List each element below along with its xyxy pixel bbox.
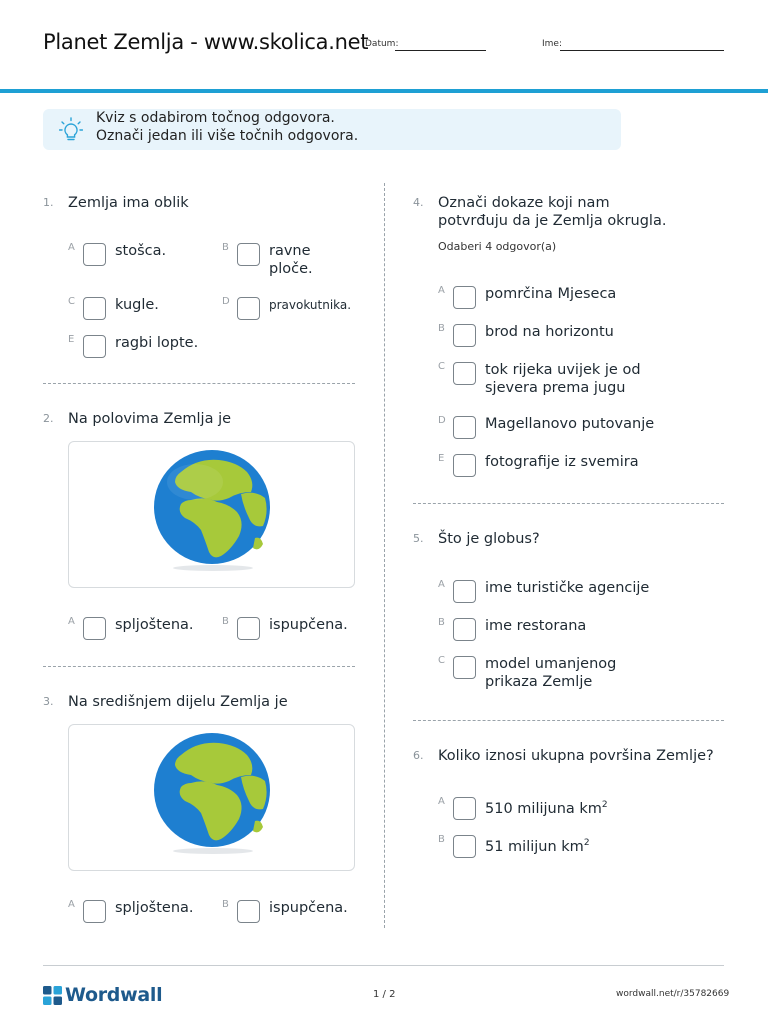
option-letter: E xyxy=(68,334,75,345)
question-number: 3. xyxy=(43,695,54,708)
option-letter: B xyxy=(438,834,445,845)
option-checkbox[interactable] xyxy=(83,297,106,320)
question-text-line-2: potvrđuju da je Zemlja okrugla. xyxy=(438,213,667,229)
question-number: 2. xyxy=(43,412,54,425)
option-letter: D xyxy=(438,415,446,426)
option-letter: B xyxy=(438,617,445,628)
question-divider xyxy=(413,720,724,721)
instructions-line-2: Označi jedan ili više točnih odgovora. xyxy=(96,128,359,144)
option-text: spljoštena. xyxy=(115,617,194,633)
question-divider xyxy=(413,503,724,504)
option-text-superscript: 2 xyxy=(583,838,590,848)
question-number: 6. xyxy=(413,749,424,762)
option-checkbox[interactable] xyxy=(453,286,476,309)
option-text-superscript: 2 xyxy=(601,800,608,810)
option-checkbox[interactable] xyxy=(83,617,106,640)
question-text: Što je globus? xyxy=(438,531,540,547)
option-text: brod na horizontu xyxy=(485,324,614,340)
date-field[interactable] xyxy=(395,50,486,51)
earth-globe-image xyxy=(69,442,356,589)
option-text-line-1: tok rijeka uvijek je od xyxy=(485,362,641,378)
option-letter: E xyxy=(438,453,445,464)
option-text: ragbi lopte. xyxy=(115,335,199,351)
option-text: ime restorana xyxy=(485,618,587,634)
option-checkbox[interactable] xyxy=(453,362,476,385)
question-text-line-1: Označi dokaze koji nam xyxy=(438,195,610,211)
option-checkbox[interactable] xyxy=(83,900,106,923)
option-letter: C xyxy=(438,361,445,372)
option-text-line-2: prikaza Zemlje xyxy=(485,674,593,690)
option-text-line-2: ploče. xyxy=(269,261,313,277)
option-text-line-1: model umanjenog xyxy=(485,656,617,672)
question-text: Zemlja ima oblik xyxy=(68,195,189,211)
earth-image-frame xyxy=(68,724,355,871)
option-checkbox[interactable] xyxy=(83,335,106,358)
option-text xyxy=(485,361,641,397)
option-text xyxy=(485,655,616,691)
question-number: 1. xyxy=(43,196,54,209)
name-field[interactable] xyxy=(560,50,724,51)
question-number: 5. xyxy=(413,532,424,545)
option-letter: A xyxy=(438,579,445,590)
question-text: Na središnjem dijelu Zemlja je xyxy=(68,694,288,710)
page-title: Planet Zemlja - www.skolica.net xyxy=(43,30,369,54)
option-checkbox[interactable] xyxy=(453,656,476,679)
option-checkbox[interactable] xyxy=(237,243,260,266)
answer-count-hint: Odaberi 4 odgovor(a) xyxy=(438,240,557,253)
option-letter: A xyxy=(68,899,75,910)
brand-name: Wordwall xyxy=(65,984,163,1006)
option-checkbox[interactable] xyxy=(83,243,106,266)
option-text-line-2: sjevera prema jugu xyxy=(485,380,626,396)
instructions-line-1: Kviz s odabirom točnog odgovora. xyxy=(96,110,335,126)
option-checkbox[interactable] xyxy=(453,797,476,820)
option-checkbox[interactable] xyxy=(237,297,260,320)
option-text-main: 51 milijun km xyxy=(485,838,584,855)
date-label: Datum: xyxy=(365,39,399,49)
option-text xyxy=(269,242,313,278)
footer-divider xyxy=(43,965,724,966)
earth-globe-image xyxy=(69,725,356,872)
option-text: ispupčena. xyxy=(269,617,348,633)
column-divider xyxy=(384,183,385,928)
option-checkbox[interactable] xyxy=(453,835,476,858)
option-checkbox[interactable] xyxy=(453,454,476,477)
option-letter: A xyxy=(68,616,75,627)
question-divider xyxy=(43,666,355,667)
option-checkbox[interactable] xyxy=(453,324,476,347)
option-letter: A xyxy=(438,796,445,807)
option-text xyxy=(485,796,608,818)
option-letter: B xyxy=(222,242,229,253)
option-text-line-1: ravne xyxy=(269,243,311,259)
option-text xyxy=(485,834,590,856)
option-text: stošca. xyxy=(115,243,167,259)
lightbulb-icon xyxy=(59,117,83,143)
option-text: fotografije iz svemira xyxy=(485,454,639,470)
option-letter: B xyxy=(438,323,445,334)
question-text xyxy=(438,194,666,230)
source-url[interactable]: wordwall.net/r/35782669 xyxy=(616,989,730,999)
option-letter: A xyxy=(68,242,75,253)
wordwall-logo-icon xyxy=(43,986,62,1005)
option-letter: B xyxy=(222,616,229,627)
option-letter: D xyxy=(222,296,230,307)
page-number: 1 / 2 xyxy=(373,989,396,1000)
option-text: ime turističke agencije xyxy=(485,580,650,596)
option-letter: C xyxy=(438,655,445,666)
option-text: pravokutnika. xyxy=(269,298,352,312)
option-checkbox[interactable] xyxy=(453,416,476,439)
name-label: Ime: xyxy=(542,39,562,49)
option-letter: C xyxy=(68,296,75,307)
option-text: pomrčina Mjeseca xyxy=(485,286,617,302)
worksheet-header xyxy=(0,0,768,90)
option-text: spljoštena. xyxy=(115,900,194,916)
question-text: Na polovima Zemlja je xyxy=(68,411,232,427)
question-divider xyxy=(43,383,355,384)
option-checkbox[interactable] xyxy=(453,580,476,603)
option-text: Magellanovo putovanje xyxy=(485,416,655,432)
earth-image-frame xyxy=(68,441,355,588)
option-checkbox[interactable] xyxy=(237,617,260,640)
option-letter: B xyxy=(222,899,229,910)
instructions-box xyxy=(43,109,621,150)
option-checkbox[interactable] xyxy=(453,618,476,641)
option-text: ispupčena. xyxy=(269,900,348,916)
option-checkbox[interactable] xyxy=(237,900,260,923)
header-divider xyxy=(0,89,768,93)
option-letter: A xyxy=(438,285,445,296)
question-number: 4. xyxy=(413,196,424,209)
question-text: Koliko iznosi ukupna površina Zemlje? xyxy=(438,748,714,764)
option-text: kugle. xyxy=(115,297,159,313)
option-text-main: 510 milijuna km xyxy=(485,800,602,817)
